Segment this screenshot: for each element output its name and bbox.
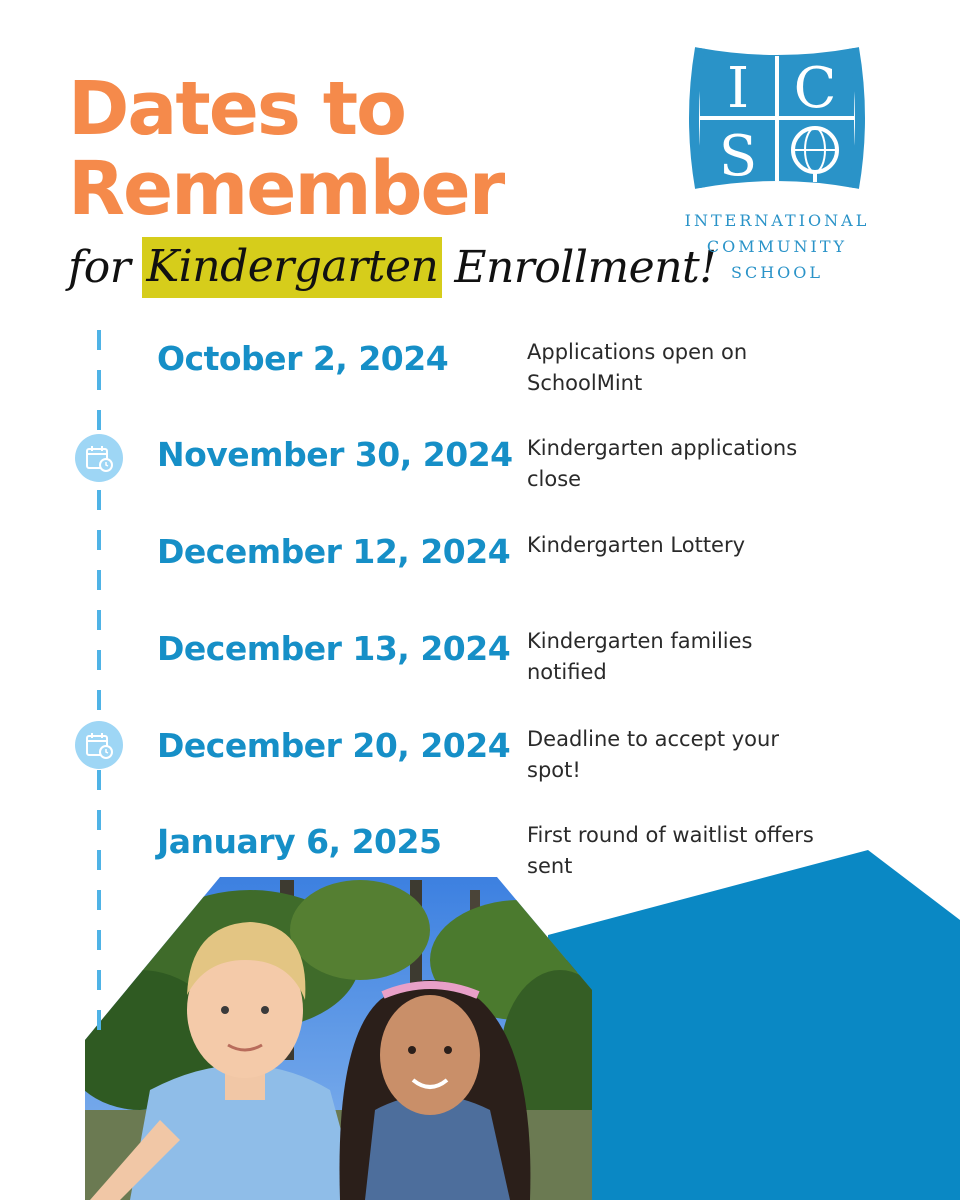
calendar-clock-icon [75,434,123,482]
logo-letter-c: C [793,56,837,121]
subtitle-highlight: Kindergarten [142,237,442,298]
timeline-date: December 20, 2024 [157,726,511,765]
title-line-2: Remember [68,146,504,232]
timeline-description: Deadline to accept your spot! [527,727,779,782]
timeline-description: Kindergarten Lottery [527,533,746,557]
calendar-clock-icon [75,721,123,769]
logo-letter-i: I [726,56,750,121]
timeline-date: December 12, 2024 [157,532,511,571]
logo-letter-s: S [718,124,758,189]
logo-text-line-3: SCHOOL [730,263,823,282]
timeline-date: November 30, 2024 [157,435,513,474]
subtitle-before: for [68,241,131,293]
timeline-date: October 2, 2024 [157,339,449,378]
logo-text-line-1: INTERNATIONAL [684,211,870,230]
timeline-date: January 6, 2025 [157,822,442,861]
timeline-description: Kindergarten families notified [527,629,753,684]
timeline-description: Applications open on SchoolMint [527,340,748,395]
logo-text-line-2: COMMUNITY [706,237,848,256]
subtitle-after: Enrollment! [454,241,717,293]
title-line-1: Dates to [68,66,405,152]
subtitle [68,232,716,302]
timeline-date: December 13, 2024 [157,629,511,668]
timeline-description: First round of waitlist offers sent [527,823,814,878]
timeline-description: Kindergarten applications close [527,436,798,491]
